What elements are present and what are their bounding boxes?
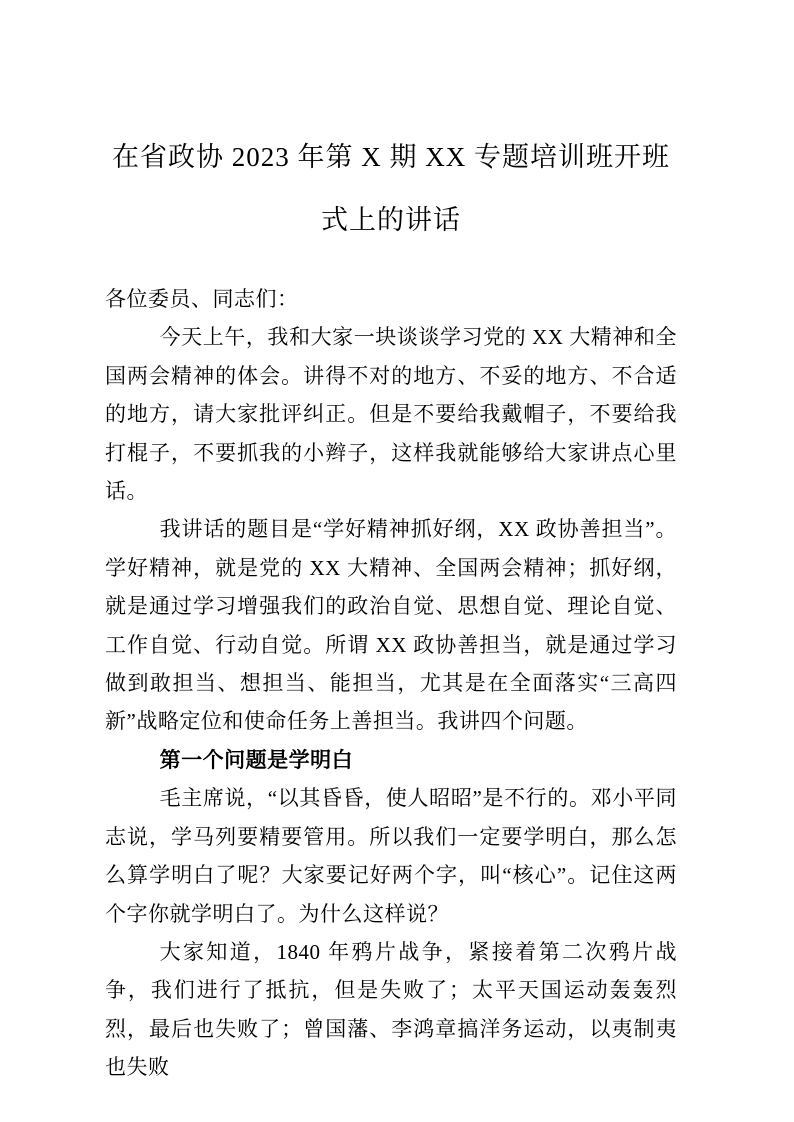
body-paragraph: 今天上午，我和大家一块谈谈学习党的 XX 大精神和全国两会精神的体会。讲得不对的地方、不妥的地方、不合适的地方，请大家批评纠正。但是不要给我戴帽子，不要给我打棍子，不要抓我的小辫子，这样我就能够给大家讲点心里话。 [105, 325, 677, 504]
salutation-paragraph: 各位委员、同志们： [105, 287, 299, 311]
body-paragraph: 我讲话的题目是“学好精神抓好纲，XX 政协善担当”。学好精神，就是党的 XX 大精神、全国两会精神；抓好纲，就是通过学习增强我们的政治自觉、思想自觉、理论自觉、 工作自觉、行动自觉。所谓 XX 政协善担当，就是通过学习做到敢担当、想担当、能担当，尤其是在全面落实“三高四新”战略定位和使命任务上善担当。我讲四个问题。 [105, 517, 677, 734]
document-title: 在省政协 2023 年第 X 期 XX 专题培训班开班式上的讲话 [112, 142, 670, 235]
section-heading: 第一个问题是学明白 [159, 747, 354, 772]
body-paragraph: 毛主席说，“以其昏昏，使人昭昭”是不行的。邓小平同志说，学马列要精要管用。所以我们一定要学明白，那么怎么算学明白了呢？大家要记好两个字，叫“核心”。记住这两个字你就学明白了。为什么这样说？ [105, 786, 677, 926]
body-paragraph: 大家知道，1840 年鸦片战争，紧接着第二次鸦片战争，我们进行了抵抗，但是失败了；太平天国运动轰轰烈烈，最后也失败了；曾国藩、李鸿章搞洋务运动，以夷制夷也失败 [105, 939, 677, 1080]
document-content [105, 0, 677, 1087]
